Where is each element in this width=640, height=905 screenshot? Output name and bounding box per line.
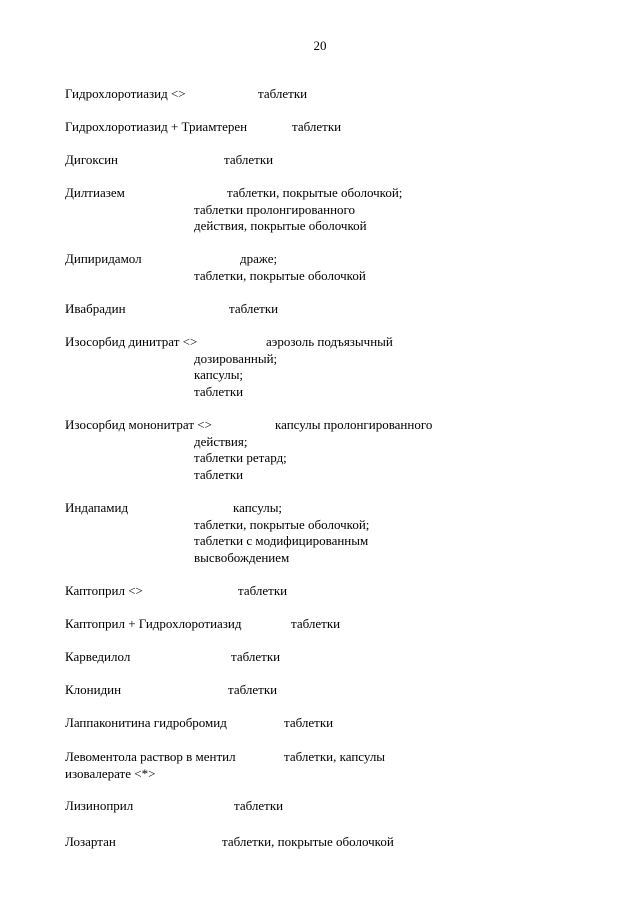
drug-name: Лозартан [65,834,116,849]
dosage-form: таблетки [194,466,244,482]
drug-name: Карведилол [65,649,131,664]
dosage-form: таблетки, покрытые оболочкой [194,267,366,283]
drug-name: Гидрохлоротиазид + Триамтерен [65,119,248,134]
drug-entry-indapamide [65,500,585,566]
drug-name: Дилтиазем [65,185,125,200]
dosage-form: таблетки, покрытые оболочкой; [227,185,403,200]
dosage-form: капсулы; [233,500,283,515]
dosage-form: действия, покрытые оболочкой [194,218,367,233]
drug-entry-losartan [65,834,585,851]
drug-entry-hydrochlorothiazide [65,86,585,103]
dosage-form: драже; [240,251,278,266]
drug-name: Изосорбид мононитрат <> [65,417,212,432]
dosage-form: таблетки [194,383,244,399]
drug-name-continued: изовалерате <*> [65,765,156,781]
drug-entry-captopril [65,583,585,600]
dosage-form: таблетки ретард; [194,450,287,465]
drug-name: Гидрохлоротиазид <> [65,86,186,101]
drug-entry-dipyridamole [65,251,585,284]
drug-name: Изосорбид динитрат <> [65,334,198,349]
dosage-form: таблетки [228,682,278,697]
dosage-form: капсулы пролонгированного [275,417,433,432]
drug-entry-isosorbide-mononitrate [65,417,585,483]
drug-entry-diltiazem [65,185,585,235]
drug-name: Каптоприл + Гидрохлоротиазид [65,616,242,631]
drug-name: Дигоксин [65,152,119,167]
dosage-form: таблетки [258,86,308,101]
dosage-form: таблетки, покрытые оболочкой [222,834,394,849]
drug-name: Лаппаконитина гидробромид [65,715,227,730]
dosage-form: высвобождением [194,549,290,565]
drug-entry-ivabradine [65,301,585,318]
dosage-form: таблетки [291,616,341,631]
page-number: 20 [313,38,327,53]
dosage-form: таблетки [238,583,288,598]
drug-entry-lappaconitine [65,715,585,732]
drug-name: Левоментола раствор в ментил [65,749,236,764]
dosage-form: капсулы; [194,367,244,382]
dosage-form: таблетки [234,798,284,813]
drug-entry-carvedilol [65,649,585,666]
dosage-form: таблетки, капсулы [284,749,386,764]
dosage-form: аэрозоль подъязычный [266,334,393,349]
dosage-form: таблетки [231,649,281,664]
drug-name: Ивабрадин [65,301,126,316]
drug-name: Индапамид [65,500,129,515]
dosage-form: дозированный; [194,350,278,366]
drug-name: Лизиноприл [65,798,134,813]
drug-name: Каптоприл <> [65,583,143,598]
dosage-form: таблетки [229,301,279,316]
dosage-form: таблетки, покрытые оболочкой; [194,516,370,532]
dosage-form: таблетки [224,152,274,167]
drug-entry-hydrochlorothiazide-triamterene [65,119,585,136]
drug-name: Дипиридамол [65,251,142,266]
drug-entry-clonidine [65,682,585,699]
dosage-form: действия; [194,433,248,449]
drug-entry-digoxin [65,152,585,169]
drug-entry-levomenthol [65,749,585,782]
dosage-form: таблетки [292,119,342,134]
dosage-form: таблетки [284,715,334,730]
dosage-form: таблетки пролонгированного [194,201,356,217]
dosage-form: таблетки с модифицированным [194,533,369,548]
drug-entry-captopril-hydrochlorothiazide [65,616,585,633]
drug-entry-isosorbide-dinitrate [65,334,585,400]
drug-entry-lisinopril [65,798,585,815]
drug-name: Клонидин [65,682,122,697]
